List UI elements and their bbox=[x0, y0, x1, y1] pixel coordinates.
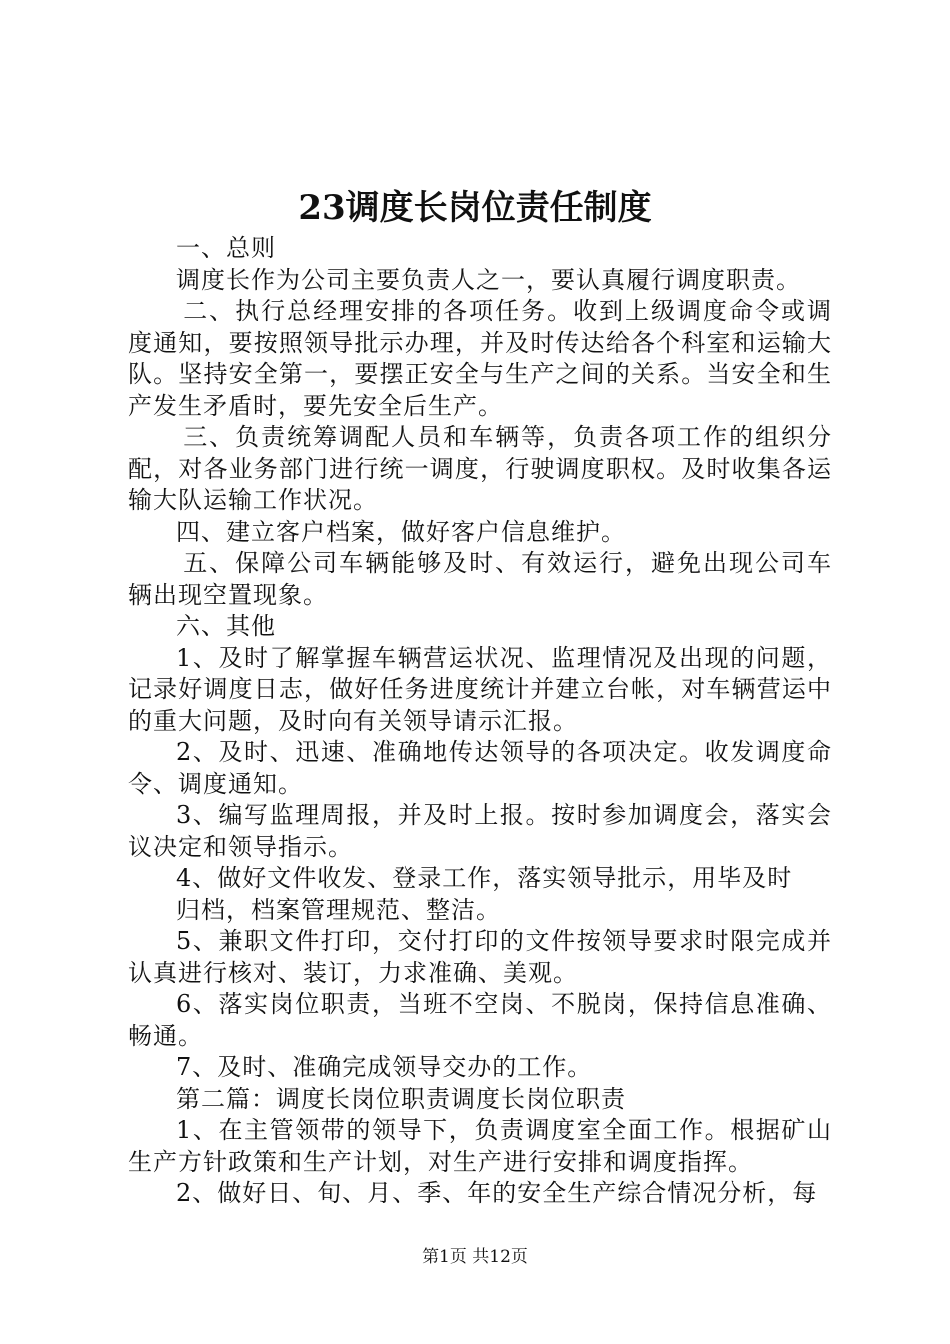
paragraph: 6、落实岗位职责，当班不空岗、不脱岗，保持信息准确、畅通。 bbox=[128, 990, 832, 1050]
document-title: 23调度长岗位责任制度 bbox=[298, 188, 652, 228]
paragraph: 3、编写监理周报，并及时上报。按时参加调度会，落实会议决定和领导指示。 bbox=[128, 801, 832, 861]
page-number: 第1页 共12页 bbox=[422, 1247, 528, 1267]
paragraph: 1、及时了解掌握车辆营运状况、监理情况及出现的问题，记录好调度日志，做好任务进度统计并建立台帐，对车辆营运中的重大问题，及时向有关领导请示汇报。 bbox=[128, 643, 832, 735]
section-heading: 第二篇：调度长岗位职责调度长岗位职责 bbox=[176, 1084, 626, 1113]
paragraph: 1、在主管领带的领导下，负责调度室全面工作。根据矿山生产方针政策和生产计划，对生产进行安排和调度指挥。 bbox=[128, 1116, 832, 1176]
document-body bbox=[128, 233, 832, 1210]
paragraph: 调度长作为公司主要负责人之一，要认真履行调度职责。 bbox=[176, 265, 801, 294]
paragraph: 7、及时、准确完成领导交办的工作。 bbox=[176, 1053, 593, 1081]
paragraph: 四、建立客户档案，做好客户信息维护。 bbox=[176, 517, 626, 546]
paragraph: 三、负责统筹调配人员和车辆等，负责各项工作的组织分配，对各业务部门进行统一调度，行驶调度职权。及时收集各运输大队运输工作状况。 bbox=[128, 423, 832, 514]
paragraph: 5、兼职文件打印，交付打印的文件按领导要求时限完成并认真进行核对、装订，力求准确、美观。 bbox=[128, 927, 832, 987]
paragraph: 五、保障公司车辆能够及时、有效运行，避免出现公司车辆出现空置现象。 bbox=[128, 549, 832, 609]
paragraph: 2、做好日、旬、月、季、年的安全生产综合情况分析，每 bbox=[176, 1179, 818, 1207]
paragraph: 归档，档案管理规范、整洁。 bbox=[176, 895, 501, 924]
paragraph: 二、执行总经理安排的各项任务。收到上级调度命令或调度通知，要按照领导批示办理，并及时传达给各个科室和运输大队。坚持安全第一，要摆正安全与生产之间的关系。当安全和生产发生矛盾时，要先安全后生产。 bbox=[128, 297, 832, 420]
paragraph: 4、做好文件收发、登录工作，落实领导批示，用毕及时 bbox=[176, 864, 793, 892]
paragraph: 2、及时、迅速、准确地传达领导的各项决定。收发调度命令、调度通知。 bbox=[128, 738, 832, 798]
paragraph: 六、其他 bbox=[176, 612, 276, 640]
paragraph: 一、总则 bbox=[176, 234, 276, 262]
